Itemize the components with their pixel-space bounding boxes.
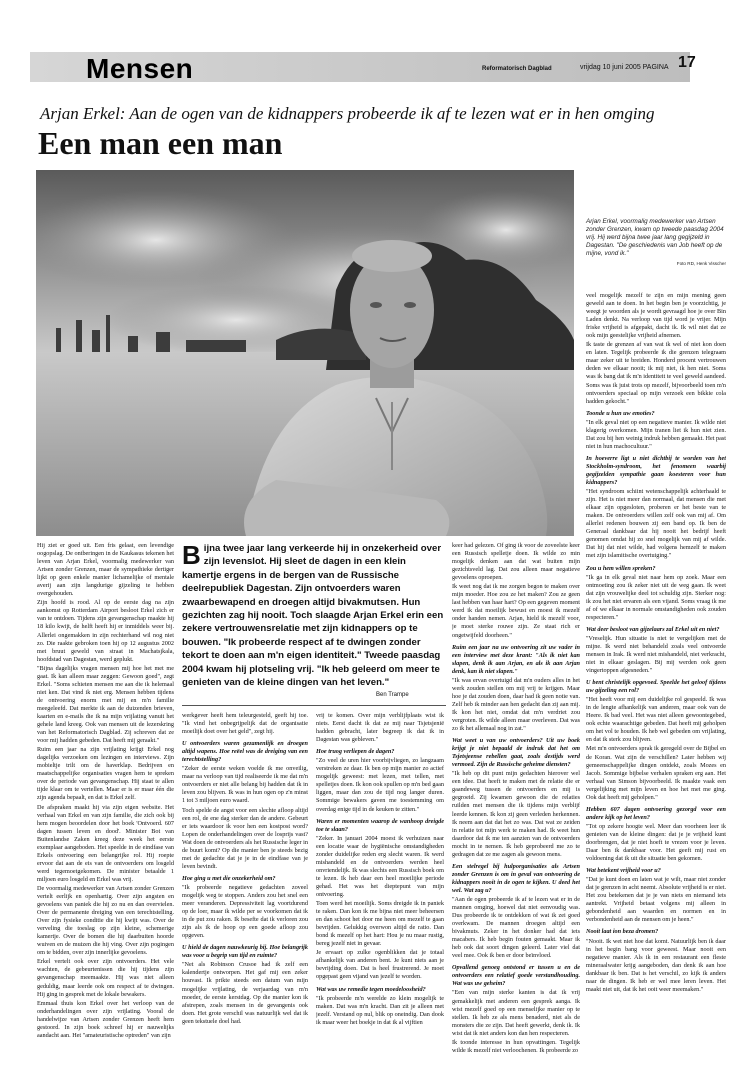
page-number: 17: [678, 54, 696, 71]
issue-date: vrijdag 10 juni 2005 PAGINA: [580, 64, 669, 71]
column-2: [182, 712, 308, 1062]
interview-question: Zou u hem willen spreken?: [586, 564, 656, 572]
column-4: [452, 542, 580, 1062]
page-header: [0, 0, 738, 90]
body-paragraph: "Zeker. In januari 2004 moest ik verhuizen naar een locatie waar de hygiënische omstandigheden zonder duidelijke reden erg slecht waren. Ik werd mishandeld en de ontvoerders werden heel onvriendelijk. Ik was slechts een Russisch boek om te lezen. Ik heb daar een heel moeilijke periode gehad. Het was het dieptepunt van mijn ontvoering.: [316, 834, 444, 898]
body-paragraph: Erkel vertelt ook over zijn ontvoerders. Het vele wachten, de gebeurtenissen die hij tijdens zijn gevangenschap meemaakte. Hij was niet alleen geduldig, maar leerde ook om respect af te dwingen. Hij ging in gesprek met de lokale bewakers.: [37, 958, 174, 998]
body-paragraph: Met m'n ontvoerders sprak ik geregeld over de Bijbel en de Koran. Wat zijn de verschillen? Later hebben wij gemeenschappelijke dingen ontdekt, zoals Mozes en Jacob. Sommige bijbelse verhalen spraken erg aan. Het verhaal van Simson bijvoorbeeld. Ik maakte vaak een vergelijking met mijn leven en hoe het met me ging. Ook dat heeft mij geholpen.": [586, 745, 726, 801]
interview-question: U ontvoerders waren gezamenlijk en droegen altijd wapens. Hoe reëel was de dreiging van een terechtstelling?: [182, 740, 308, 764]
divider: [182, 705, 446, 706]
body-paragraph: Toen werd het moeilijk. Soms dreigde ik in paniek te raken. Dan kon ik me bijna niet meer beheersen en dan schoot het door me heen om mezelf te gaan bevrijden. Gelukkig overwon altijd de ratio. Dan bond ik mezelf op het hart: Hou je nu maar rustig, bereg jezelf niet in gevaar.: [316, 900, 444, 948]
byline: Ben Trampe: [376, 692, 409, 698]
interview-question: Hoe truog verliepen de dagen?: [316, 748, 395, 756]
body-paragraph: Ik weet nog dat ik me zorgen begon te maken over mijn moeder. Hoe zou ze het maken? Zou ze geen last hebben van haar hart? Op een gegeven moment werd ik dat moeilijk bewust en moest ik mezelf onder handen nemen. Arjan, hield ik mezelf voor, je moet sterke rouwe zijn. Ze staat rich er ongetwijfeld doorheen.": [452, 583, 580, 639]
photo-credit: Foto RD, Henk Visscher: [676, 261, 726, 266]
interview-question: Toonde u hun uw emoties?: [586, 409, 655, 417]
column-5: [586, 292, 726, 1062]
intro-text: ijna twee jaar lang verkeerde hij in onzekerheid over zijn levenslot. Hij sleet de dagen in een klein kamertje ergens in de bergen van de Russische deelrepubliek Dagestan. Zijn ontvoerders waren zwaarbewapend en droegen altijd bivakmutsen. Hun gezichten zag hij nooit. Toch slaagde Arjan Erkel erin een zekere vertrouwensrelatie met zijn kidnappers op te bouwen. "Ik probeerde respect af te dwingen zonder tekort te doen aan m'n eigen identiteit." Tweede paasdag 2004 kwam hij plotseling vrij. "Ik heb geleerd om meer te genieten van de kleine dingen van het leven.": [182, 543, 444, 689]
newspaper-name: Reformatorisch Dagblad: [482, 66, 552, 72]
body-paragraph: "Ik heb op dit punt mijn gedachten hierover wel een idee. Dat heeft te maken met de relatie die er gaandeweg tussen de ontvoerders en mij is gegroeid. Zij kwamen gewoon die de relaties ruilden met mensen die ik tijdens mijn verblijf leerde kennen. Ik kon zij geen verleden herkennen. Ik neem aan dat dat het zo was. Dat wat ze zeiden in relatie tot mijn werk te maken had. Ik weet hun daardoor dat ik me ten aanzien van de ontvoerders mocht in te nemen. Ik heb geprobeerd me zo te gedragen dat ze me zagen als gewoon mens.: [452, 770, 580, 858]
body-paragraph: De afspraken maakt hij via zijn eigen website. Het verhaal van Erkel en van zijn familie, die zich ook bij hem mogen beoordelen door het boek 'Ontvoerd. 607 dagen tussen leven en dood'. Minister Bot van Buitenlandse Zaken kreeg deze week het eerste exemplaar aangeboden. Het speelde in de eindfase van Erkels ontvoering een belangrijke rol. Hij roepte ervoor dat aan de eis van de ontvoerders om losgeld werd tegemoetgekomen. De minister betaalde 1 miljoen euro losgeld en Erkel was vrij.: [37, 803, 174, 883]
intro-lead: [182, 542, 446, 689]
photo-caption: [586, 218, 726, 268]
section-title: Mensen: [86, 53, 194, 84]
body-paragraph: "Tot op zekere hoogte wel. Meer dan voorheen leer ik genieten van de kleine dingen: dat je je vrijheid kunt doorbrengen, dat je niet hoeft te vrezen voor je leven. Daar ben ik dankbaar voor. Het geeft mij rust en voldoening dat ik uit die situatie ben gekomen.: [586, 822, 726, 863]
interview-question: Waren er momenten waarop de wanhoop dreigde toe te slaan?: [316, 817, 444, 833]
body-paragraph: "Ik probeerde negatieve gedachten zoveel mogelijk weg te stoppen. Anders zou het snel een meer veranderen. Depressiviteit lag voortdurend op de loer, maar ik wilde per se voorkomen dat ik in de put zou raken. Ik besefte dat ik verloren zou zijn als ik de hoop op een goede afloop zou opgeven.: [182, 883, 308, 940]
interview-question: Ruim een jaar na uw ontvoering zit uw vader in een interview met deze krant: "Als ik niet kan slapen, denk ik aan Arjan, en als ik aan Arjan denk, kan ik niet slapen.": [452, 643, 580, 675]
body-paragraph: "Net als Robinson Crusoe had ik zelf een kalendertje ontworpen. Het gaf mij een zeker houvast. Ik prikte steeds een datum van mijn mogelijke vrijlating, de verjaardag van m'n moeder, de eerste kerstdag. Op die manier kon ik afstrepen, zoals mensen in de gevangenis ook doen. Het grote verschil was natuurlijk wel dat ik geen tekstuele doel had.: [182, 961, 308, 1025]
interview-question: Een stelregel bij hulporganisaties als Artsen zonder Grenzen is om in geval van ontvoering de kidnappers nooit in de ogen te kijken. U deed het wel. Wat zag u?: [452, 862, 580, 894]
headline: Een man een man: [38, 125, 283, 161]
portrait-photo: [36, 170, 574, 536]
body-paragraph: werkgever heeft hem teleurgesteld, geeft hij toe. "Ik vind het onbegrijpelijk dat de organisatie moeilijk doet over het geld", zegt hij.: [182, 712, 308, 736]
body-paragraph: De voormalig medewerker van Artsen zonder Grenzen vertelt eerlijk en openhartig. Over zijn angsten en gevoelens van paniek die hij zo nu en dan overvielen. Over de permanente dreiging van een terechtstelling. Over zijn fysieke conditie die hij kwijt was. Over de verveling die toeslag op zijn kleine, schemerige kamertje. Over de bomen die hij daarbuiten hoorde wuiven en de muizen die hij ving. Over zijn pogingen om te bidden, over zijn innerlijke gevoelens.: [37, 884, 174, 957]
column-1: [37, 542, 174, 1062]
body-paragraph: "Zeker de eerste weken voelde ik me onveilig, maar na verloop van tijd realiseerde ik me dat m'n ontvoerders er niet alle belang bij hadden dat ik in leven zou blijven. Ik was in hun ogen op z'n minst 1 tot 3 miljoen euro waard.: [182, 765, 308, 805]
caption-text: Arjan Erkel, voormalig medewerker van Artsen zonder Grenzen, kwam op tweede paasdag 2004 vrij. Hij werd bijna twee jaar lang gegijzeld in Dagestan. "De geschiedenis van Job heeft op de mijne, vond ik.": [586, 218, 724, 257]
body-paragraph: "Een van mijn sterke kanten is dat ik vrij gemakkelijk met anderen een gesprek aanga. Ik wist mezelf goed op een menselijke manier op te stellen. Ik heb ze als mens benaderd, niet als de monsters die ze zijn. Dat heeft gewerkt, denk ik. Ik wist dat ik niet anders kon dan hen respecteren.: [452, 989, 580, 1037]
body-paragraph: "Bijna dagelijks vragen mensen mij hoe het met me gaat. Ik kan alleen maar zeggen: Gewoon goed", zegt Erkel. "Soms schieten mensen me aan die ik helemaal niet ken. Dat vind ik niet erg. Mensen hebben tijdens de ontvoering enorm met mij en m'n familie meegeleefd. Dat merkte ik aan de duizenden brieven, kaarten en e-mails die ik na mijn vrijlating vanuit het gehele land kreeg. Ook van mensen uit de lezerskring van het Reformatorisch Dagblad. Zij schreven dat ze voor mij hadden gebeden. Dat heeft mij geraakt.": [37, 664, 174, 745]
body-paragraph: "Aan de ogen probeerde ik af te lezen wat er in de mannen omging, hoewel dat niet eenvoudig was. Dus probeerde ik te ontdekken of wat ik zei goed overkwam. De mannen droegen altijd een bivakmuts. Zeker in het donker had dat iets macabers. Ik heb begin fouten gemaakt. Maar ik heb ook dat soort dingen geleerd. Later viel dat veel mee. Ook ik ben er door beïnvloed.: [452, 895, 580, 960]
body-paragraph: vrij te komen. Over mijn verblijfplaats wist ik niets. Eerst dacht ik dat ze mij naar Tsjetsjenië hadden gebracht, later begreep ik dat ik in Dagestan was gebleven.": [316, 712, 444, 744]
column-3: [316, 712, 444, 1062]
body-paragraph: "Het heeft voor mij een duidelijke rol gespeeld. Ik was in de lengte afhankelijk van anderen, maar ook van de Heere. Ik bad veel. Het was niet alleen gewoontegebed, ook echte waarachtige gebeden. Dat heeft mij geholpen om het vol te houden. Ik heb wel gebeden om vrijlating, en dat ik sterk zou blijven.: [586, 696, 726, 744]
body-paragraph: "Zo veel de uren hier voorbijvliegen, zo langzaam verstreken ze daar. Ik ben op mijn manier zo actief mogelijk geweest: met lezen, met tellen, met spelletjes doen. Ik kon ook spullen op m'n bed gaan liggen, maar dan zou de tijd nog langer duren. Sommige bewakers gaven me toestemming om overdag enige tijd in de keuken te zitten.": [316, 757, 444, 813]
photo-image: [36, 170, 574, 536]
body-paragraph: Ik toonde interesse in hun opvattingen. Tegelijk wilde ik mezelf niet verloochenen. Ik probeerde zo: [452, 1038, 580, 1054]
interview-question: Wat deer besloot van gijzelaars zal Erkel uit en niet?: [586, 625, 720, 633]
body-paragraph: Ruim een jaar na zijn vrijlating krijgt Erkel nog dagelijks verzoeken om lezingen en interviews. Zijn mobieltje trilt om de haverklap. Bedrijven en maatschappelijke organisaties vragen hem te spreken over de periode van gevangenschap. Hij staat te allen tijde klaar om te vertellen. Maar er is er maar één die zijn agenda bepaalt, en dat is Erkel zelf.: [37, 746, 174, 802]
interview-question: In hoeverre ligt u niet dichtbij te worden van het Stockholm-syndroom, het fenomeen waarbij gegijzelden sympathie gaan koesteren voor hun kidnappers?: [586, 454, 726, 487]
interview-question: Wat weet u van uw ontvoerders? Uit uw boek krijgt je niet bepaald de indruk dat het om Tsjetsjeense rebellen gaat, zoals destijds werd vermoed. Zijn de Russische geheime diensten?: [452, 737, 580, 769]
interview-question: Opvallend genoeg ontstond er tussen u en de ontvoerders een relatief goede verstandhouding. Wat was uw geheim?: [452, 964, 580, 988]
interview-question: Hebben 607 dagen ontvoering gezorgd voor een andere kijk op het leven?: [586, 805, 726, 821]
body-paragraph: "Nooit. Ik wet niet hoe dat komt. Natuurlijk ben ik daar in het begin bang voor geweest. Maar nooit een negatieve manier. Als ik in een restaurant een fleste mineraalwater krijg aangeboden, dan denk ik aan hoe dankbaar ik ben. Dat is het verschil, zo kijk ik anders naar de dingen. Ik heb er wel mee leren leven. Het maakt niet uit, dat ik het ooit weer meemaken.": [586, 937, 726, 993]
interview-question: Wat betekent vrijheid voor u?: [586, 867, 661, 875]
body-paragraph: Zijn hoofd is rood. Al op de eerste dag na zijn aankomst op Rotterdam Airport besloot Erkel zich er van te ontdoen. Tijdens zijn gevangenschap maakte hij 18 kilo kwijt, de helft heeft hij er inmiddels weer bij. Allerlei ongemakken in zijn rechterhand wil nog niet zo. Die raakte gebroken toen hij op 12 augustus 2002 met bruut geweld van straat in Machatsjkala, hoofdstad van Dagestan, werd geplukt.: [37, 599, 174, 663]
interview-question: Hoe ging u met die onzekerheid om?: [182, 874, 276, 882]
interview-question: U hield de dagen nauwkeurig bij. Hoe belangrijk was voor u begrip van tijd en ruimte?: [182, 944, 308, 960]
body-paragraph: "Ik was ervan overtuigd dat m'n ouders alles in het werk zouden stellen om mij vrij te krijgen. Maar hoe je dat zouden doen, daar had ik geen notie van. Zelf heb ik minder aan hen gedacht dan zij aan mij. Ik kon het niet, omdat dat m'n verdriet zou vergroten. Ik wilde alleen maar overleven. Dat was zo ik het allemaal nog in zat.": [452, 676, 580, 733]
body-paragraph: "Dat je kunt doen en laten wat je wilt, maar niet zonder dat je grenzen in acht neemt. Absolute vrijheid is er niet. Het zou betekenen dat je je van niets en niemand iets aantrekt. Vrijheid betaat volgens mij alleen in gebondenheid aan waarden en normen en in verbondenheid aan de mensen om je heen.": [586, 876, 726, 924]
body-paragraph: Hij ziet er goed uit. Een fris gelaat, een levendige oogopslag. De ontberingen in de Kaukasus tekenen het leven van Arjan Erkel, voormalig medewerker van Artsen zonder Grenzen, maar de sympathieke dertiger lijkt op geen enkele manier lichamelijke of mentale averij aan zijn langdurige gijzeling te hebben overgehouden.: [37, 542, 174, 598]
body-paragraph: Emmaal thuis kon Erkel over het verloop van de onderhandelingen over zijn vrijlating. Vooral de handelwijze van Artsen zonder Grenzen heeft hem gestoord. In zijn boek schreef hij er nauwelijks aandacht aan. Het "amateuristische optreden" van zijn: [37, 999, 174, 1039]
body-paragraph: keer had gelezen. Of ging ik voor de zoveelste keer een Russisch spelletje doen. Ik wilde zo min mogelijk denken aan dat wat buiten mijn gezichtsveld lag. Dat zou alleen maar negatieve gevoelens oproepen.: [452, 542, 580, 582]
interview-question: Wat was uw remedie tegen moedeloosheid?: [316, 985, 426, 993]
body-paragraph: "Het syndroom schiint wetenschappelijk achterhaald te zijn. Het is niet meer dan normaal, dat mensen die met elkaar zijn opgesloten, proberen er het beste van te maken. De ontvoerders willen zelf ook van mij af. Om allerlei redenen bouwen zij een band op. Ik ben de Generaal dankbaar dat hij nooit het bedrijf heeft genomen omdat hij zo snel mogelijk van mij af wilde. Dat hij dat niet wilde, had volgens hemzelf te maken met zijn islamitische overtuiging.": [586, 488, 726, 560]
body-paragraph: "Vreselijk. Hun situatie is niet te vergelijken met de mijne. Ik werd niet behandeld zoals veel ontvoerde mensen in Irak. Ik werd niet mishandeld, niet verkracht, niet in elkaar geslagen. Bij mij werden ook geen vingertoppen afgesneden.": [586, 634, 726, 675]
body-paragraph: veel mogelijk mezelf te zijn en mijn mening geen geweld aan te doen. In het begin ben je voorzichtig, je weegt je woorden als je wordt gevraagd hoe je over Bin Laden denkt. Na verloop van tijd word je vrijer. Mijn friske vrijheid is afgepakt, dacht ik. Ik wil niet dat ze ook mijn geestelijke vrijheid afnemen.: [586, 292, 726, 340]
body-paragraph: Toch spelde de angst voor een slechte afloop altijd een rol, de ene dag sterker dan de andere. Gebeurt er iets waardoor ik voor hen een kostpost word? Lopen de onderhandelingen over de losprijs vast? Wat doen de ontvoerders als het Russische leger in de buurt komt? Op die manier ben je steeds bezig met de gedachte dat je je in de eindfase van je leven bevindt.: [182, 806, 308, 870]
body-paragraph: "In elk geval niet op een negatieve manier. Ik wilde niet klagerig overkomen. Mijn tranen liet ik hun niet zien. Dat zou bij hen weinig indruk hebben gemaakt. Het past niet in hun machocultuur.": [586, 418, 726, 450]
interview-question: U bent christelijk opgevoed. Speelde het geloof tijdens uw gijzeling een rol?: [586, 679, 726, 695]
body-paragraph: "Ik ga in elk geval niet naar hem op zoek. Maar een ontmoeting zou ik zeker niet uit de weg gaan. Ik weet dat zijn vrouwelijke deel tot schuldig zijn. Sterker nog: ik zou het niet ervaren als een vijand. Soms vraag ik me af of we elkaar in normale omstandigheden ook zouden respecteren.": [586, 573, 726, 621]
kicker: Arjan Erkel: Aan de ogen van de kidnappers probeerde ik af te lezen wat er in hen omging: [40, 104, 655, 123]
body-paragraph: "Ik probeerde m'n werelde zo klein mogelijk te maken. Dat was m'n kracht. Dan zit je alleen met jezelf. Verstand op nul, blik op oneindig. Dan dook ik maar weer het boekje in dat ik al vijftien: [316, 994, 444, 1026]
body-paragraph: Ik taste de grenzen af van wat ik wel of niet kon doen en laten. Tegelijk probeerde ik die grenzen telegraam maar zeker uit te breiden. Honderd procent vertrouwen deden we elkaar nooit; ik mij niet, ik hen niet. Soms was ik bang dat ik m'n identiteit te veel geweld aandeed. Soms was ik juist trots op mezelf, bijvoorbeeld toen m'n ontvoerders speciaal op mijn verzoek een bikkie cola hadden gekocht.": [586, 341, 726, 405]
body-paragraph: Je ervaart op zulke ogenblikken dat je totaal afhankelijk van anderen bent. Je kunt niets aan je bevrijding doen. Dat is heel frustrerend. Je moet opgepast geen vijand van jezelf te worden.: [316, 949, 444, 981]
interview-question: Nooit laat ion beza dromen?: [586, 928, 659, 936]
intro-dropcap: B: [182, 540, 201, 570]
